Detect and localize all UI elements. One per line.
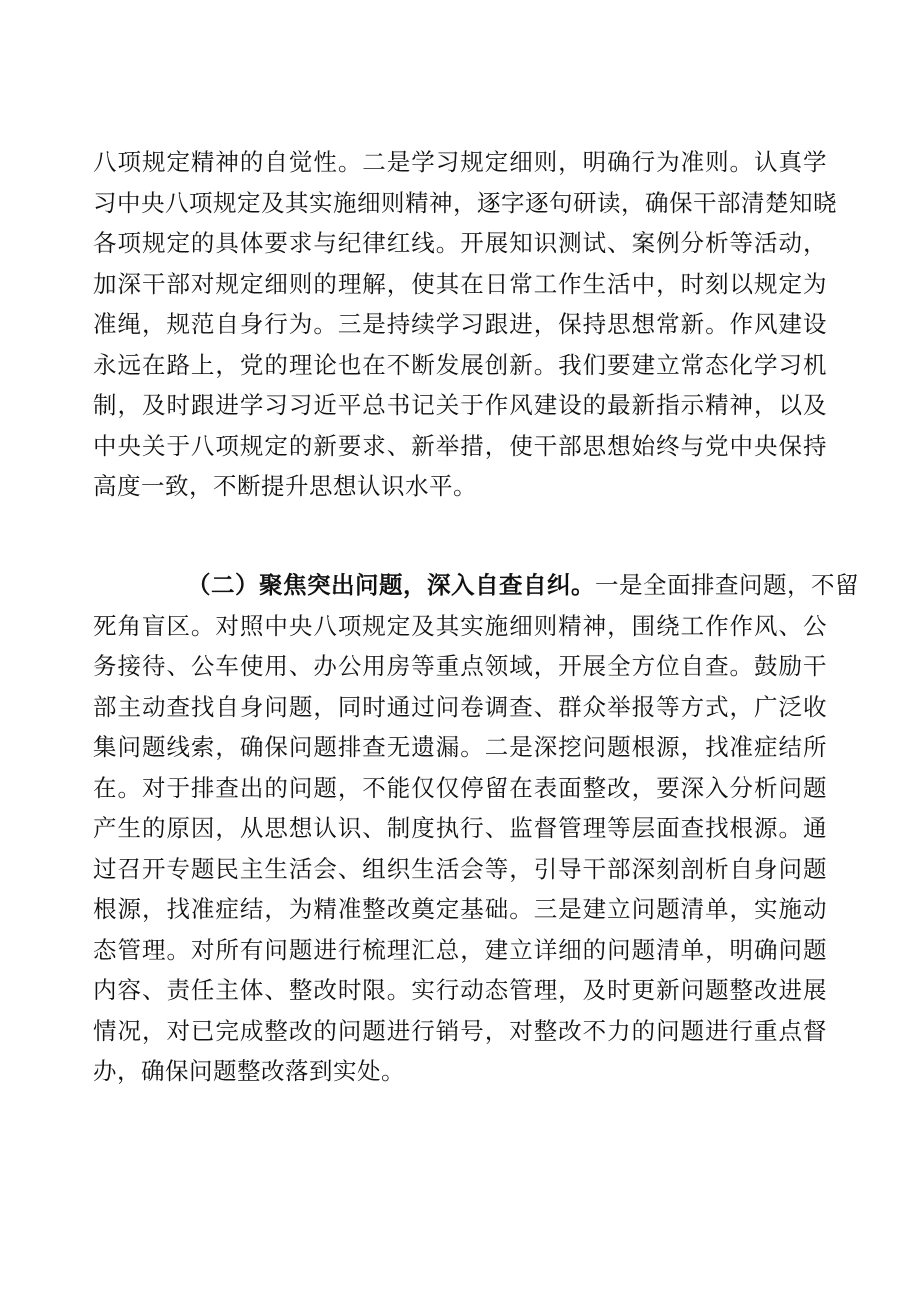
paragraph-first-line <box>93 565 859 606</box>
paragraph-line: 根源，找准症结，为精准整改奠定基础。三是建立问题清单，实施动 <box>93 895 827 923</box>
paragraph-line: 高度一致，不断提升思想认识水平。 <box>93 472 477 500</box>
paragraph-line: 态管理。对所有问题进行梳理汇总，建立详细的问题清单，明确问题 <box>93 935 827 964</box>
paragraph-self-inspection <box>93 565 859 1092</box>
section-heading: （二）聚焦突出问题，深入自查自纠。 <box>187 571 595 599</box>
heading-continuation: 一是全面排查问题，不留 <box>595 571 859 599</box>
paragraph-line: 办，确保问题整改落到实处。 <box>93 1057 405 1085</box>
paragraph-line: 部主动查找自身问题，同时通过问卷调查、群众举报等方式，广泛收 <box>93 692 827 721</box>
paragraph-line: 过召开专题民主生活会、组织生活会等，引导干部深刻剖析自身问题 <box>93 854 827 883</box>
paragraph-line: 内容、责任主体、整改时限。实行动态管理，及时更新问题整改进展 <box>93 976 827 1004</box>
paragraph-line: 死角盲区。对照中央八项规定及其实施细则精神，围绕工作作风、公 <box>93 611 827 640</box>
paragraph-study-rules <box>93 142 837 507</box>
paragraph-line: 各项规定的具体要求与纪律红线。开展知识测试、案例分析等活动， <box>93 229 827 257</box>
paragraph-line: 集问题线索，确保问题排查无遗漏。二是深挖问题根源，找准症结所 <box>93 733 827 761</box>
paragraph-line: 制，及时跟进学习习近平总书记关于作风建设的最新指示精神，以及 <box>93 391 827 419</box>
paragraph-line: 产生的原因，从思想认识、制度执行、监督管理等层面查找根源。通 <box>93 814 827 842</box>
paragraph-line: 八项规定精神的自觉性。二是学习规定细则，明确行为准则。认真学 <box>93 148 827 176</box>
paragraph-line: 务接待、公车使用、办公用房等重点领域，开展全方位自查。鼓励干 <box>93 652 827 680</box>
paragraph-line: 准绳，规范自身行为。三是持续学习跟进，保持思想常新。作风建设 <box>93 310 827 338</box>
paragraph-line: 永远在路上，党的理论也在不断发展创新。我们要建立常态化学习机 <box>93 350 827 379</box>
paragraph-line: 中央关于八项规定的新要求、新举措，使干部思想始终与党中央保持 <box>93 431 827 460</box>
paragraph-line: 在。对于排查出的问题，不能仅仅停留在表面整改，要深入分析问题 <box>93 773 827 802</box>
paragraph-line: 情况，对已完成整改的问题进行销号，对整改不力的问题进行重点督 <box>93 1016 827 1045</box>
paragraph-line: 加深干部对规定细则的理解，使其在日常工作生活中，时刻以规定为 <box>93 269 827 298</box>
paragraph-line: 习中央八项规定及其实施细则精神，逐字逐句研读，确保干部清楚知晓 <box>93 188 837 217</box>
